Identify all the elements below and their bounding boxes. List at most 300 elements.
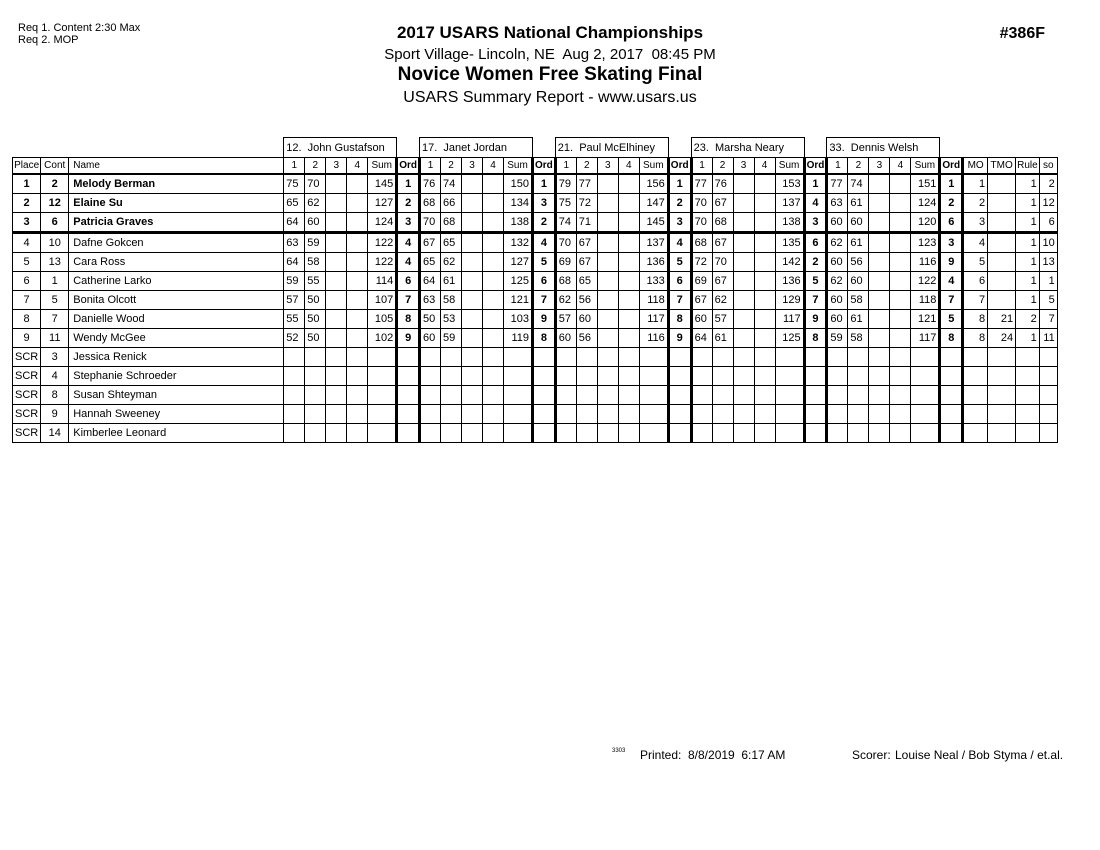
cont-cell: 8 bbox=[41, 386, 69, 405]
score-cell bbox=[462, 174, 483, 194]
sum-cell: 137 bbox=[775, 194, 804, 213]
ord-cell: 4 bbox=[940, 272, 963, 291]
score-cell bbox=[712, 348, 733, 367]
score-cell: 71 bbox=[576, 213, 597, 233]
score-cell: 65 bbox=[420, 253, 441, 272]
col-header-score-1: 1 bbox=[284, 158, 305, 175]
col-header-mo: MO bbox=[963, 158, 988, 175]
col-header-score-2: 2 bbox=[712, 158, 733, 175]
ord-cell: 6 bbox=[533, 272, 556, 291]
col-header-score-4: 4 bbox=[347, 158, 368, 175]
ord-cell: 5 bbox=[533, 253, 556, 272]
score-cell: 60 bbox=[420, 329, 441, 348]
mo-cell bbox=[963, 367, 988, 386]
name-cell: Stephanie Schroeder bbox=[69, 367, 284, 386]
score-cell: 63 bbox=[827, 194, 848, 213]
score-cell bbox=[597, 405, 618, 424]
score-cell bbox=[597, 253, 618, 272]
ord-cell: 6 bbox=[940, 213, 963, 233]
sum-cell bbox=[639, 424, 668, 443]
score-cell bbox=[326, 272, 347, 291]
ord-cell: 8 bbox=[668, 310, 691, 329]
score-cell bbox=[576, 367, 597, 386]
score-cell: 70 bbox=[305, 174, 326, 194]
score-cell: 56 bbox=[576, 291, 597, 310]
score-cell bbox=[347, 233, 368, 253]
score-cell bbox=[576, 386, 597, 405]
score-cell bbox=[827, 386, 848, 405]
req-note-2: Req 2. MOP bbox=[18, 34, 79, 46]
event-name: Novice Women Free Skating Final bbox=[397, 64, 703, 85]
score-cell bbox=[597, 424, 618, 443]
mo-cell: 8 bbox=[963, 310, 988, 329]
score-cell: 76 bbox=[420, 174, 441, 194]
sum-cell: 103 bbox=[504, 310, 533, 329]
tmo-cell bbox=[988, 291, 1016, 310]
cont-cell: 6 bbox=[41, 213, 69, 233]
ord-cell: 9 bbox=[533, 310, 556, 329]
score-cell bbox=[733, 194, 754, 213]
score-cell bbox=[869, 405, 890, 424]
cont-cell: 7 bbox=[41, 310, 69, 329]
score-cell bbox=[618, 310, 639, 329]
col-header-tmo: TMO bbox=[988, 158, 1016, 175]
sum-cell: 134 bbox=[504, 194, 533, 213]
so-cell bbox=[1039, 405, 1057, 424]
score-cell bbox=[754, 329, 775, 348]
cont-cell: 3 bbox=[41, 348, 69, 367]
sum-cell: 105 bbox=[368, 310, 397, 329]
sum-cell bbox=[639, 367, 668, 386]
tmo-cell bbox=[988, 386, 1016, 405]
score-cell bbox=[347, 194, 368, 213]
score-cell bbox=[326, 194, 347, 213]
score-cell: 65 bbox=[576, 272, 597, 291]
sum-cell: 135 bbox=[775, 233, 804, 253]
sum-cell bbox=[639, 386, 668, 405]
score-cell bbox=[462, 367, 483, 386]
so-cell: 6 bbox=[1039, 213, 1057, 233]
score-cell bbox=[483, 253, 504, 272]
score-cell bbox=[869, 174, 890, 194]
so-cell: 13 bbox=[1039, 253, 1057, 272]
col-header-score-3: 3 bbox=[733, 158, 754, 175]
name-cell: Kimberlee Leonard bbox=[69, 424, 284, 443]
sum-cell: 137 bbox=[639, 233, 668, 253]
ord-cell: 7 bbox=[940, 291, 963, 310]
place-cell: 6 bbox=[13, 272, 41, 291]
sum-cell: 117 bbox=[911, 329, 940, 348]
score-cell bbox=[869, 367, 890, 386]
score-cell bbox=[597, 194, 618, 213]
sum-cell: 117 bbox=[639, 310, 668, 329]
cont-cell: 10 bbox=[41, 233, 69, 253]
score-cell bbox=[462, 233, 483, 253]
mo-cell bbox=[963, 386, 988, 405]
score-cell: 65 bbox=[284, 194, 305, 213]
ord-cell: 8 bbox=[397, 310, 420, 329]
ord-cell: 4 bbox=[397, 253, 420, 272]
mo-cell: 4 bbox=[963, 233, 988, 253]
ord-gap-spacer bbox=[668, 138, 691, 158]
score-cell: 57 bbox=[555, 310, 576, 329]
score-cell bbox=[890, 348, 911, 367]
score-cell bbox=[483, 194, 504, 213]
score-cell bbox=[754, 253, 775, 272]
name-cell: Cara Ross bbox=[69, 253, 284, 272]
score-cell bbox=[618, 405, 639, 424]
score-cell bbox=[326, 310, 347, 329]
ord-cell bbox=[533, 405, 556, 424]
score-cell bbox=[420, 348, 441, 367]
sum-cell: 114 bbox=[368, 272, 397, 291]
score-cell bbox=[326, 348, 347, 367]
score-cell: 62 bbox=[712, 291, 733, 310]
sum-cell: 121 bbox=[911, 310, 940, 329]
sum-cell: 136 bbox=[639, 253, 668, 272]
col-header-score-3: 3 bbox=[462, 158, 483, 175]
venue-line: Sport Village- Lincoln, NE Aug 2, 2017 08:45 PM bbox=[384, 46, 716, 63]
score-cell: 59 bbox=[441, 329, 462, 348]
rule-cell: 1 bbox=[1016, 233, 1040, 253]
ord-cell: 1 bbox=[533, 174, 556, 194]
score-cell: 58 bbox=[441, 291, 462, 310]
sum-cell: 142 bbox=[775, 253, 804, 272]
score-cell bbox=[712, 367, 733, 386]
scorer-label: Scorer: bbox=[852, 748, 891, 762]
score-cell: 79 bbox=[555, 174, 576, 194]
score-cell bbox=[618, 253, 639, 272]
ord-cell: 6 bbox=[668, 272, 691, 291]
ord-cell bbox=[668, 386, 691, 405]
ord-cell bbox=[397, 348, 420, 367]
score-cell bbox=[462, 424, 483, 443]
col-header-sum: Sum bbox=[775, 158, 804, 175]
score-cell bbox=[483, 386, 504, 405]
score-cell bbox=[483, 329, 504, 348]
score-cell bbox=[618, 213, 639, 233]
score-cell: 68 bbox=[555, 272, 576, 291]
place-cell: 4 bbox=[13, 233, 41, 253]
score-cell bbox=[305, 367, 326, 386]
score-cell: 72 bbox=[576, 194, 597, 213]
score-cell bbox=[869, 194, 890, 213]
score-cell: 60 bbox=[827, 310, 848, 329]
score-cell bbox=[420, 367, 441, 386]
col-header-ord: Ord bbox=[533, 158, 556, 175]
sum-cell: 127 bbox=[368, 194, 397, 213]
score-cell bbox=[890, 424, 911, 443]
score-cell bbox=[712, 386, 733, 405]
judge-name-header: 17. Janet Jordan bbox=[420, 138, 533, 158]
sum-cell bbox=[911, 386, 940, 405]
score-cell bbox=[869, 291, 890, 310]
score-cell bbox=[848, 405, 869, 424]
ord-cell bbox=[940, 386, 963, 405]
place-cell: SCR bbox=[13, 424, 41, 443]
score-cell bbox=[618, 367, 639, 386]
score-cell bbox=[733, 291, 754, 310]
score-cell bbox=[691, 348, 712, 367]
tmo-cell bbox=[988, 367, 1016, 386]
ord-cell: 8 bbox=[940, 329, 963, 348]
score-cell bbox=[869, 213, 890, 233]
score-cell bbox=[597, 367, 618, 386]
col-header-score-4: 4 bbox=[483, 158, 504, 175]
score-cell bbox=[733, 348, 754, 367]
sum-cell: 132 bbox=[504, 233, 533, 253]
ord-cell bbox=[668, 405, 691, 424]
sum-cell: 122 bbox=[911, 272, 940, 291]
score-cell bbox=[691, 386, 712, 405]
ord-cell: 3 bbox=[940, 233, 963, 253]
sum-cell: 102 bbox=[368, 329, 397, 348]
score-cell: 64 bbox=[284, 253, 305, 272]
ord-cell bbox=[940, 424, 963, 443]
score-cell bbox=[890, 194, 911, 213]
score-cell bbox=[462, 253, 483, 272]
ord-cell: 5 bbox=[940, 310, 963, 329]
score-cell: 77 bbox=[576, 174, 597, 194]
score-cell: 60 bbox=[691, 310, 712, 329]
score-cell bbox=[869, 272, 890, 291]
ord-cell: 2 bbox=[940, 194, 963, 213]
score-cell bbox=[555, 424, 576, 443]
score-cell: 76 bbox=[712, 174, 733, 194]
results-table bbox=[12, 137, 1058, 443]
score-cell bbox=[754, 348, 775, 367]
score-cell bbox=[691, 424, 712, 443]
score-cell bbox=[754, 367, 775, 386]
ord-cell: 3 bbox=[397, 213, 420, 233]
score-cell bbox=[483, 348, 504, 367]
score-cell bbox=[347, 253, 368, 272]
score-cell: 56 bbox=[848, 253, 869, 272]
score-cell bbox=[712, 424, 733, 443]
ord-cell: 8 bbox=[533, 329, 556, 348]
ord-cell: 6 bbox=[397, 272, 420, 291]
ord-cell: 2 bbox=[533, 213, 556, 233]
so-cell bbox=[1039, 424, 1057, 443]
score-cell bbox=[597, 213, 618, 233]
score-cell bbox=[869, 424, 890, 443]
col-header-ord: Ord bbox=[804, 158, 827, 175]
score-cell bbox=[441, 348, 462, 367]
score-cell: 57 bbox=[284, 291, 305, 310]
score-cell bbox=[597, 272, 618, 291]
score-cell bbox=[754, 272, 775, 291]
score-cell bbox=[555, 386, 576, 405]
ord-cell bbox=[397, 405, 420, 424]
score-cell bbox=[890, 367, 911, 386]
score-cell bbox=[441, 367, 462, 386]
mo-cell: 6 bbox=[963, 272, 988, 291]
score-cell: 63 bbox=[284, 233, 305, 253]
tmo-cell bbox=[988, 272, 1016, 291]
score-cell: 67 bbox=[576, 233, 597, 253]
score-cell bbox=[483, 272, 504, 291]
ord-cell bbox=[668, 424, 691, 443]
sum-cell bbox=[775, 386, 804, 405]
score-cell: 59 bbox=[827, 329, 848, 348]
score-cell bbox=[733, 424, 754, 443]
rule-cell bbox=[1016, 386, 1040, 405]
sum-cell bbox=[775, 367, 804, 386]
sum-cell: 145 bbox=[368, 174, 397, 194]
tmo-cell bbox=[988, 424, 1016, 443]
judge-name-header: 33. Dennis Welsh bbox=[827, 138, 940, 158]
score-cell bbox=[284, 405, 305, 424]
score-cell bbox=[890, 272, 911, 291]
score-cell bbox=[827, 424, 848, 443]
ord-cell bbox=[397, 424, 420, 443]
sum-cell: 151 bbox=[911, 174, 940, 194]
score-cell bbox=[462, 329, 483, 348]
score-cell bbox=[347, 291, 368, 310]
tmo-cell: 21 bbox=[988, 310, 1016, 329]
place-cell: SCR bbox=[13, 386, 41, 405]
tmo-cell bbox=[988, 174, 1016, 194]
score-cell bbox=[890, 213, 911, 233]
sum-cell: 121 bbox=[504, 291, 533, 310]
score-cell bbox=[754, 310, 775, 329]
score-cell: 77 bbox=[691, 174, 712, 194]
score-cell bbox=[733, 329, 754, 348]
score-cell bbox=[869, 329, 890, 348]
mo-cell: 3 bbox=[963, 213, 988, 233]
name-cell: Jessica Renick bbox=[69, 348, 284, 367]
score-cell: 64 bbox=[420, 272, 441, 291]
score-cell: 55 bbox=[284, 310, 305, 329]
sum-cell bbox=[639, 348, 668, 367]
place-cell: 2 bbox=[13, 194, 41, 213]
score-cell bbox=[326, 174, 347, 194]
score-cell bbox=[326, 213, 347, 233]
score-cell: 61 bbox=[441, 272, 462, 291]
mo-cell: 8 bbox=[963, 329, 988, 348]
sum-cell bbox=[911, 424, 940, 443]
place-cell: 8 bbox=[13, 310, 41, 329]
so-cell: 11 bbox=[1039, 329, 1057, 348]
sum-cell bbox=[504, 424, 533, 443]
cont-cell: 2 bbox=[41, 174, 69, 194]
score-cell: 60 bbox=[827, 253, 848, 272]
score-cell: 60 bbox=[848, 272, 869, 291]
score-cell bbox=[733, 233, 754, 253]
mo-cell: 7 bbox=[963, 291, 988, 310]
judge-name-header: 23. Marsha Neary bbox=[691, 138, 804, 158]
score-cell bbox=[284, 348, 305, 367]
sum-cell: 156 bbox=[639, 174, 668, 194]
score-cell bbox=[347, 405, 368, 424]
score-cell bbox=[483, 174, 504, 194]
cont-cell: 13 bbox=[41, 253, 69, 272]
ord-cell: 1 bbox=[668, 174, 691, 194]
score-cell bbox=[483, 405, 504, 424]
col-header-score-1: 1 bbox=[827, 158, 848, 175]
score-cell bbox=[691, 367, 712, 386]
sum-cell bbox=[368, 424, 397, 443]
so-cell: 2 bbox=[1039, 174, 1057, 194]
col-header-score-1: 1 bbox=[691, 158, 712, 175]
score-cell: 67 bbox=[420, 233, 441, 253]
sum-cell bbox=[911, 367, 940, 386]
col-header-score-2: 2 bbox=[848, 158, 869, 175]
cont-cell: 5 bbox=[41, 291, 69, 310]
ord-cell: 9 bbox=[804, 310, 827, 329]
score-cell bbox=[483, 291, 504, 310]
sum-cell bbox=[775, 348, 804, 367]
col-header-score-1: 1 bbox=[420, 158, 441, 175]
col-header-score-2: 2 bbox=[305, 158, 326, 175]
score-cell: 67 bbox=[712, 233, 733, 253]
col-header-so: so bbox=[1039, 158, 1057, 175]
ord-cell: 4 bbox=[668, 233, 691, 253]
col-header-sum: Sum bbox=[368, 158, 397, 175]
score-cell bbox=[618, 291, 639, 310]
score-cell bbox=[462, 213, 483, 233]
sum-cell: 120 bbox=[911, 213, 940, 233]
so-cell: 1 bbox=[1039, 272, 1057, 291]
ord-cell: 1 bbox=[940, 174, 963, 194]
so-cell bbox=[1039, 348, 1057, 367]
ord-cell bbox=[940, 367, 963, 386]
sum-cell: 124 bbox=[911, 194, 940, 213]
ord-cell: 4 bbox=[533, 233, 556, 253]
sum-cell bbox=[504, 348, 533, 367]
ord-cell bbox=[804, 386, 827, 405]
mo-cell: 2 bbox=[963, 194, 988, 213]
sum-cell: 125 bbox=[504, 272, 533, 291]
score-cell bbox=[733, 272, 754, 291]
sum-cell bbox=[911, 348, 940, 367]
score-cell bbox=[347, 329, 368, 348]
ord-cell bbox=[804, 367, 827, 386]
rule-cell bbox=[1016, 405, 1040, 424]
score-cell bbox=[890, 174, 911, 194]
score-cell: 57 bbox=[712, 310, 733, 329]
name-cell: Wendy McGee bbox=[69, 329, 284, 348]
sum-cell bbox=[368, 348, 397, 367]
score-cell: 72 bbox=[691, 253, 712, 272]
name-cell: Bonita Olcott bbox=[69, 291, 284, 310]
score-cell bbox=[347, 424, 368, 443]
ord-cell bbox=[397, 386, 420, 405]
sum-cell: 118 bbox=[911, 291, 940, 310]
score-cell: 61 bbox=[848, 233, 869, 253]
score-cell bbox=[869, 386, 890, 405]
page-title: 2017 USARS National Championships bbox=[396, 23, 704, 42]
so-cell: 10 bbox=[1039, 233, 1057, 253]
score-cell: 60 bbox=[576, 310, 597, 329]
score-cell: 62 bbox=[827, 233, 848, 253]
score-cell bbox=[305, 386, 326, 405]
ord-cell: 2 bbox=[668, 194, 691, 213]
ord-cell: 4 bbox=[804, 194, 827, 213]
score-cell: 64 bbox=[691, 329, 712, 348]
rule-cell: 1 bbox=[1016, 194, 1040, 213]
score-cell: 50 bbox=[305, 310, 326, 329]
score-cell bbox=[618, 233, 639, 253]
score-cell: 70 bbox=[420, 213, 441, 233]
score-cell bbox=[890, 405, 911, 424]
score-cell bbox=[754, 213, 775, 233]
score-cell: 50 bbox=[305, 291, 326, 310]
score-cell: 68 bbox=[691, 233, 712, 253]
version-number: 3303 bbox=[612, 748, 626, 754]
sum-cell bbox=[504, 405, 533, 424]
score-cell bbox=[890, 233, 911, 253]
